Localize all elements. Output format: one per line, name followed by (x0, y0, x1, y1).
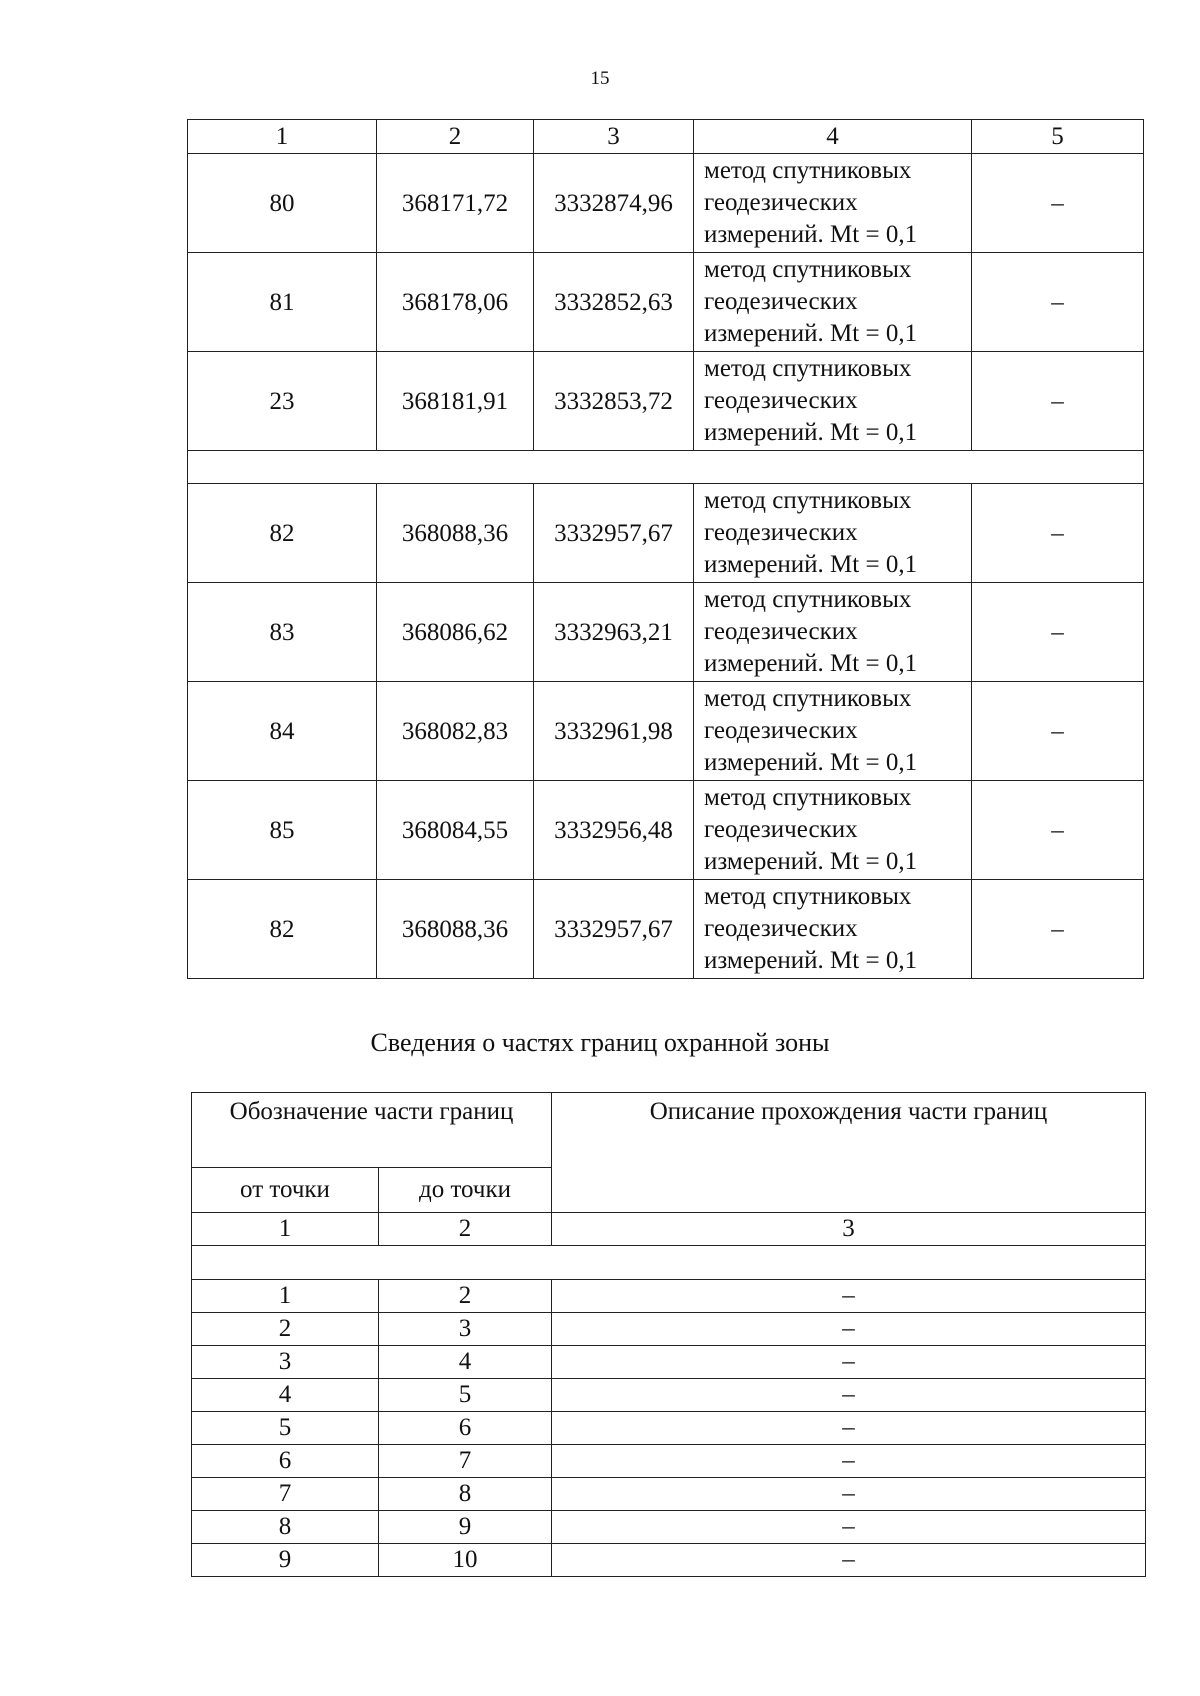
method-line: измерений. Mt = 0,1 (704, 320, 918, 347)
method-line: метод спутниковых (704, 586, 912, 613)
description-cell: – (552, 1379, 1146, 1412)
y-coordinate-cell: 3332874,96 (534, 154, 694, 253)
table-row (188, 154, 1144, 253)
coordinates-table (187, 119, 1144, 979)
point-number-cell: 81 (188, 253, 377, 352)
column-number: 5 (972, 120, 1144, 154)
method-line: метод спутниковых (704, 487, 912, 514)
description-cell: – (552, 1346, 1146, 1379)
empty-row (192, 1246, 1146, 1280)
page-number: 15 (590, 68, 610, 89)
description-cell: – (552, 1412, 1146, 1445)
from-point-cell: 1 (192, 1280, 379, 1313)
note-cell: – (972, 682, 1144, 781)
table-row (188, 781, 1144, 880)
designation-header: Обозначение части границ (192, 1093, 552, 1168)
from-point-cell: 4 (192, 1379, 379, 1412)
from-point-cell: 6 (192, 1445, 379, 1478)
method-line: метод спутниковых (704, 355, 912, 382)
method-cell (694, 484, 972, 583)
note-cell: – (972, 352, 1144, 451)
x-coordinate-cell: 368082,83 (377, 682, 534, 781)
note-cell: – (972, 154, 1144, 253)
from-point-cell: 2 (192, 1313, 379, 1346)
point-number-cell: 82 (188, 880, 377, 979)
description-header: Описание прохождения части границ (552, 1093, 1146, 1213)
to-point-cell: 2 (379, 1280, 552, 1313)
point-number-cell: 82 (188, 484, 377, 583)
description-cell: – (552, 1280, 1146, 1313)
description-cell: – (552, 1511, 1146, 1544)
method-line: измерений. Mt = 0,1 (704, 551, 918, 578)
note-cell: – (972, 781, 1144, 880)
method-cell (694, 682, 972, 781)
description-cell: – (552, 1445, 1146, 1478)
x-coordinate-cell: 368084,55 (377, 781, 534, 880)
method-line: геодезических (704, 915, 858, 942)
y-coordinate-cell: 3332956,48 (534, 781, 694, 880)
to-point-cell: 7 (379, 1445, 552, 1478)
note-cell: – (972, 880, 1144, 979)
to-point-cell: 6 (379, 1412, 552, 1445)
table-row (188, 352, 1144, 451)
point-number-cell: 84 (188, 682, 377, 781)
description-cell: – (552, 1544, 1146, 1577)
from-point-cell: 7 (192, 1478, 379, 1511)
to-point-cell: 5 (379, 1379, 552, 1412)
point-number-cell: 23 (188, 352, 377, 451)
point-number-cell: 85 (188, 781, 377, 880)
y-coordinate-cell: 3332957,67 (534, 484, 694, 583)
table-row (192, 1478, 1146, 1511)
table-row (188, 484, 1144, 583)
x-coordinate-cell: 368088,36 (377, 880, 534, 979)
table-row (192, 1412, 1146, 1445)
table-row (192, 1379, 1146, 1412)
method-line: метод спутниковых (704, 883, 912, 910)
y-coordinate-cell: 3332852,63 (534, 253, 694, 352)
to-point-cell: 10 (379, 1544, 552, 1577)
from-point-cell: 3 (192, 1346, 379, 1379)
to-point-cell: 4 (379, 1346, 552, 1379)
to-point-cell: 8 (379, 1478, 552, 1511)
boundary-parts-table (191, 1092, 1146, 1577)
column-number: 2 (377, 120, 534, 154)
method-cell (694, 352, 972, 451)
method-line: геодезических (704, 816, 858, 843)
method-line: измерений. Mt = 0,1 (704, 221, 918, 248)
table-row (192, 1445, 1146, 1478)
empty-row (188, 451, 1144, 484)
method-line: геодезических (704, 618, 858, 645)
table-row (188, 583, 1144, 682)
to-point-cell: 9 (379, 1511, 552, 1544)
column-number: 2 (379, 1213, 552, 1246)
x-coordinate-cell: 368171,72 (377, 154, 534, 253)
column-number: 3 (552, 1213, 1146, 1246)
column-numbers-row (192, 1213, 1146, 1246)
method-line: измерений. Mt = 0,1 (704, 848, 918, 875)
from-point-cell: 5 (192, 1412, 379, 1445)
table-row (192, 1346, 1146, 1379)
column-number: 3 (534, 120, 694, 154)
from-point-cell: 8 (192, 1511, 379, 1544)
method-line: геодезических (704, 717, 858, 744)
from-point-cell: 9 (192, 1544, 379, 1577)
y-coordinate-cell: 3332853,72 (534, 352, 694, 451)
method-line: геодезических (704, 288, 858, 315)
description-cell: – (552, 1313, 1146, 1346)
y-coordinate-cell: 3332957,67 (534, 880, 694, 979)
table-row (188, 682, 1144, 781)
method-line: измерений. Mt = 0,1 (704, 749, 918, 776)
method-line: геодезических (704, 387, 858, 414)
method-cell (694, 880, 972, 979)
method-line: геодезических (704, 189, 858, 216)
from-point-header: от точки (192, 1168, 379, 1213)
table-row (192, 1511, 1146, 1544)
method-cell (694, 253, 972, 352)
method-line: измерений. Mt = 0,1 (704, 419, 918, 446)
table-row (188, 880, 1144, 979)
to-point-cell: 3 (379, 1313, 552, 1346)
table-row (192, 1280, 1146, 1313)
method-line: измерений. Mt = 0,1 (704, 947, 918, 974)
empty-cell (188, 451, 1144, 484)
section-title: Сведения о частях границ охранной зоны (370, 1028, 830, 1057)
method-line: метод спутниковых (704, 256, 912, 283)
table-row (192, 1544, 1146, 1577)
method-line: метод спутниковых (704, 157, 912, 184)
x-coordinate-cell: 368088,36 (377, 484, 534, 583)
column-number: 1 (192, 1213, 379, 1246)
note-cell: – (972, 484, 1144, 583)
method-line: геодезических (704, 519, 858, 546)
method-line: метод спутниковых (704, 784, 912, 811)
empty-cell (192, 1246, 1146, 1280)
table-header-row (192, 1093, 1146, 1168)
table-row (188, 253, 1144, 352)
method-cell (694, 781, 972, 880)
y-coordinate-cell: 3332963,21 (534, 583, 694, 682)
y-coordinate-cell: 3332961,98 (534, 682, 694, 781)
table-row (192, 1313, 1146, 1346)
point-number-cell: 80 (188, 154, 377, 253)
method-line: метод спутниковых (704, 685, 912, 712)
method-cell (694, 154, 972, 253)
method-cell (694, 583, 972, 682)
column-number: 4 (694, 120, 972, 154)
note-cell: – (972, 253, 1144, 352)
method-line: измерений. Mt = 0,1 (704, 650, 918, 677)
x-coordinate-cell: 368086,62 (377, 583, 534, 682)
table-header-row (188, 120, 1144, 154)
to-point-header: до точки (379, 1168, 552, 1213)
point-number-cell: 83 (188, 583, 377, 682)
description-cell: – (552, 1478, 1146, 1511)
x-coordinate-cell: 368181,91 (377, 352, 534, 451)
x-coordinate-cell: 368178,06 (377, 253, 534, 352)
note-cell: – (972, 583, 1144, 682)
column-number: 1 (188, 120, 377, 154)
